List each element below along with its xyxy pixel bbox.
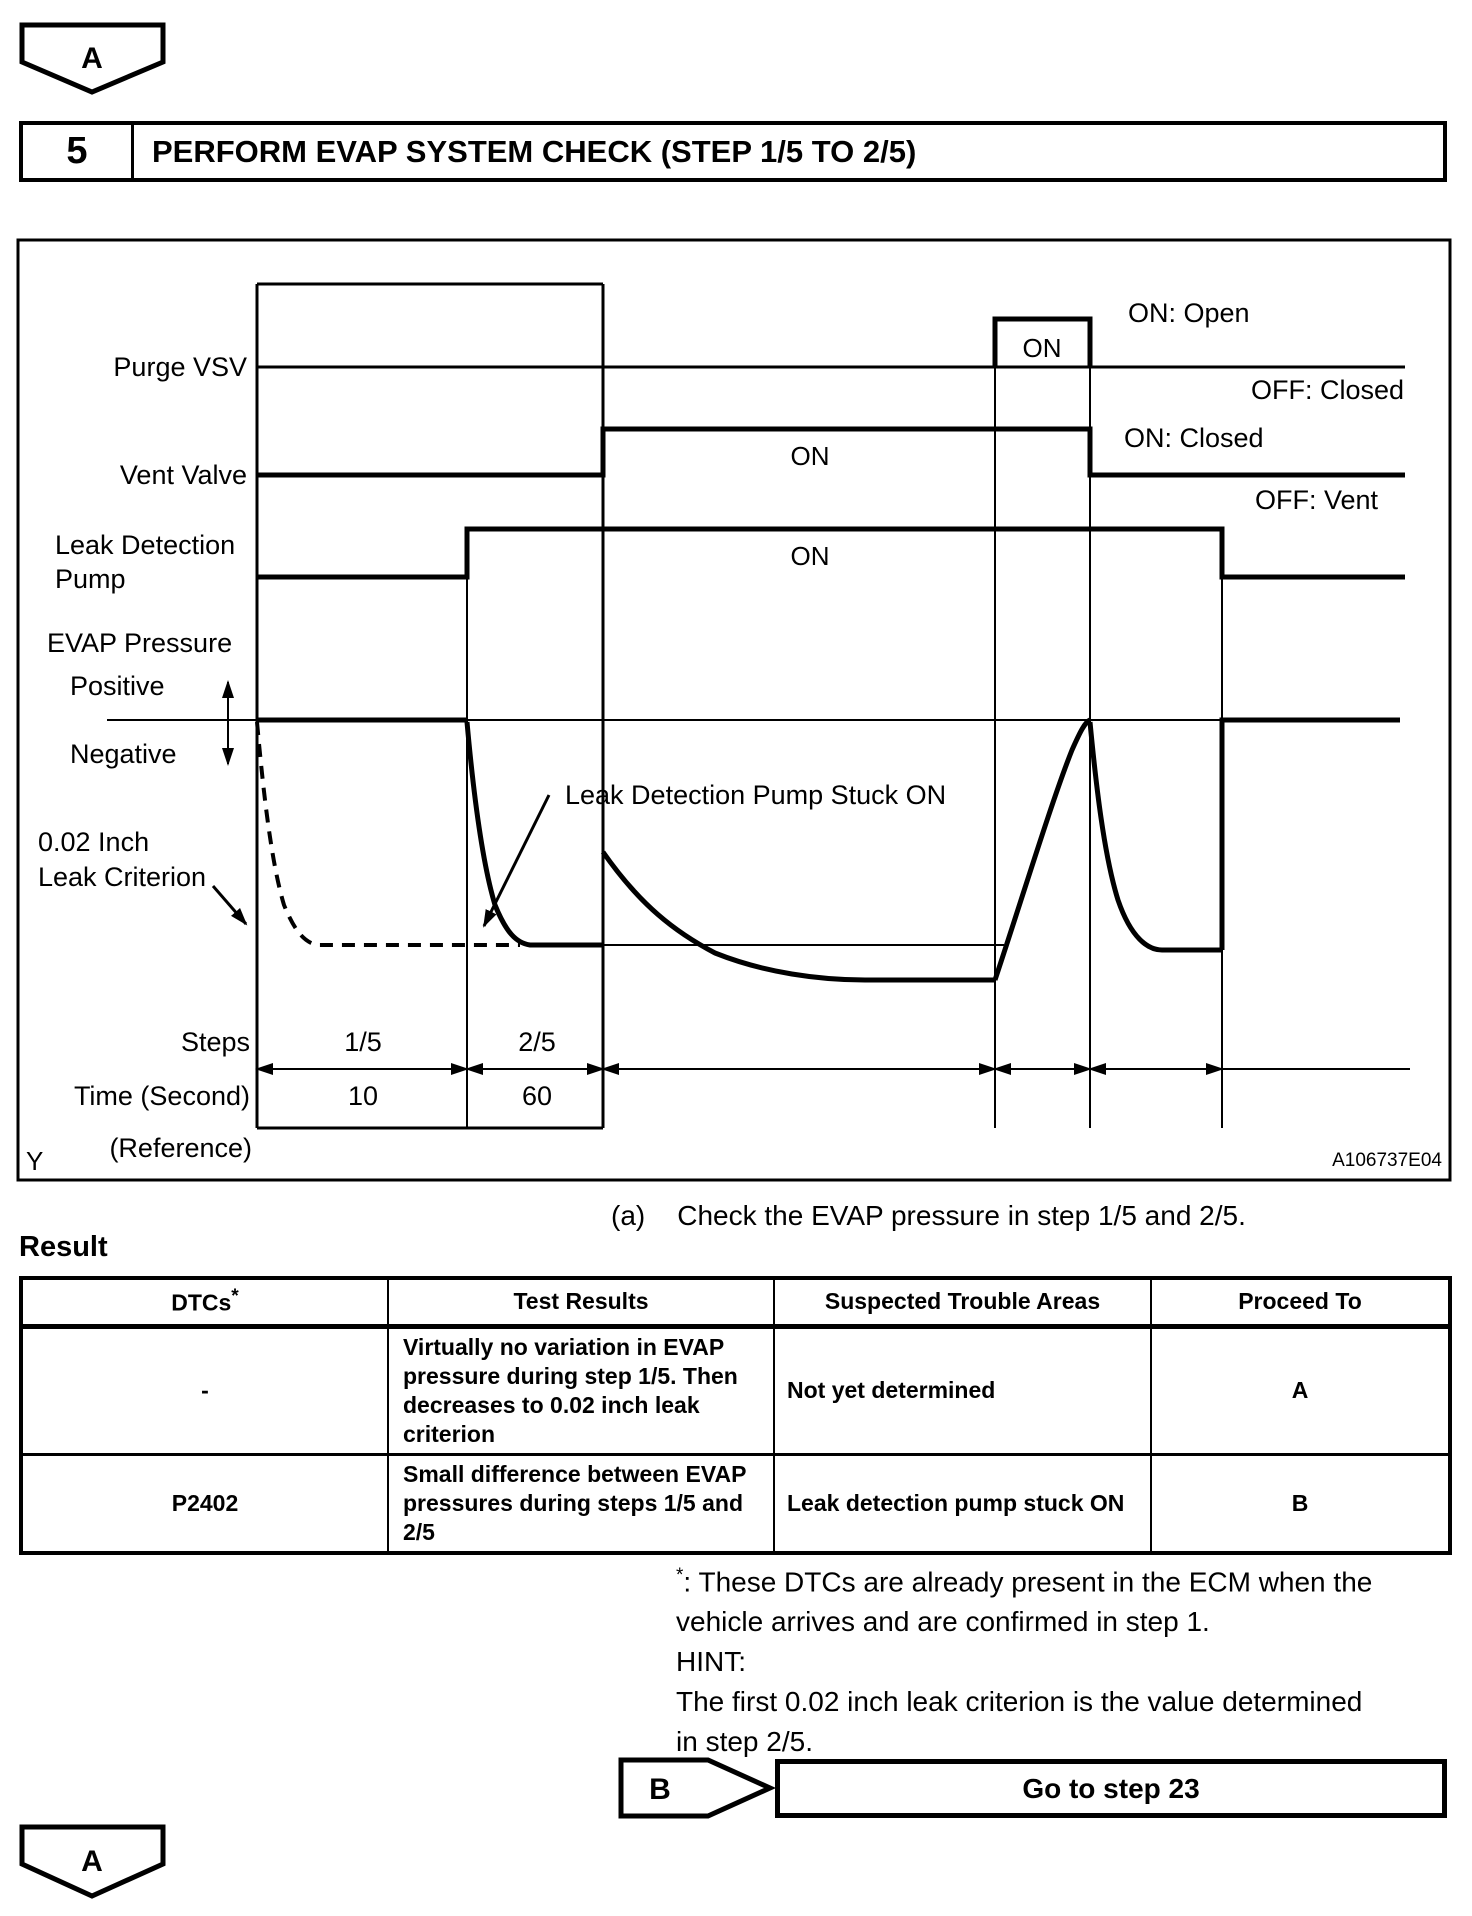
hint-line1: The first 0.02 inch leak criterion is the value determined [676, 1686, 1363, 1718]
negative-label: Negative [70, 739, 177, 769]
notes-block [676, 1556, 1372, 1762]
time-label: Time (Second) [73, 1081, 250, 1111]
result-table-header-row [21, 1278, 1450, 1326]
figure-id: A106737E04 [1332, 1150, 1442, 1171]
step-title: PERFORM EVAP SYSTEM CHECK (STEP 1/5 TO 2/5) [152, 133, 917, 169]
vent-on-meaning-label: ON: Closed [1124, 423, 1264, 453]
footnote-line1-text: : These DTCs are already present in the ECM when the [683, 1566, 1373, 1598]
connector-top-a-label: A [81, 42, 103, 75]
steps-label: Steps [180, 1027, 250, 1057]
col-header-test-results: Test Results [388, 1278, 774, 1326]
purge-pulse-on-label: ON [1022, 333, 1062, 363]
stuck-on-pointer-arrow [484, 795, 549, 926]
row2-suspected: Leak detection pump stuck ON [774, 1454, 1151, 1553]
leak-pump-trace [257, 529, 1405, 577]
step-header [19, 121, 1447, 182]
stuck-on-annotation: Leak Detection Pump Stuck ON [565, 780, 947, 810]
step1-value: 1/5 [344, 1027, 382, 1057]
col-header-suspected: Suspected Trouble Areas [774, 1278, 1151, 1326]
connector-bottom-a-label: A [81, 1845, 103, 1878]
row2-dtc: P2402 [21, 1454, 388, 1553]
col-header-proceed: Proceed To [1151, 1278, 1450, 1326]
leak-pump-label-line2: Pump [55, 564, 126, 594]
criterion-label-line1: 0.02 Inch [38, 827, 150, 857]
time1-value: 10 [347, 1081, 379, 1111]
row2-test-results: Small difference between EVAP pressures during steps 1/5 and 2/5 [388, 1454, 774, 1553]
evap-pressure-label: EVAP Pressure [47, 628, 233, 658]
purge-on-meaning-label: ON: Open [1128, 298, 1250, 328]
connector-top-a [22, 25, 163, 92]
hint-line2: in step 2/5. [676, 1726, 813, 1758]
section-boundaries [257, 284, 1222, 1128]
row2-proceed: B [1151, 1454, 1450, 1553]
goto-step-box: Go to step 23 [775, 1759, 1447, 1818]
table-row [21, 1326, 1450, 1454]
col-header-dtcs-text: DTCs [171, 1290, 232, 1317]
caption-text: Check the EVAP pressure in step 1/5 and 2/5. [677, 1200, 1246, 1231]
result-table [19, 1276, 1452, 1555]
pressure-trace [257, 720, 1400, 980]
caption-index: (a) [611, 1200, 646, 1231]
row1-dtc: - [21, 1326, 388, 1454]
purge-vsv-label: Purge VSV [113, 352, 247, 382]
time-reference-label: (Reference) [109, 1133, 252, 1163]
footnote-line1 [676, 1556, 1372, 1602]
vent-valve-label: Vent Valve [119, 460, 247, 490]
step2-value: 2/5 [518, 1027, 556, 1057]
table-row [21, 1454, 1450, 1553]
caption [611, 1200, 1246, 1232]
time2-value: 60 [521, 1081, 553, 1111]
criterion-pointer-arrow [213, 886, 246, 924]
purge-off-meaning-label: OFF: Closed [1250, 375, 1404, 405]
col-header-dtcs [21, 1278, 388, 1326]
pump-on-label: ON [790, 541, 830, 571]
connector-b [621, 1760, 770, 1816]
corner-mark: Y [26, 1146, 44, 1176]
row1-test-results: Virtually no variation in EVAP pressure during step 1/5. Then decreases to 0.02 inch leak criterion [388, 1326, 774, 1454]
connector-b-label: B [649, 1773, 671, 1806]
row1-proceed: A [1151, 1326, 1450, 1454]
footnote-star: * [676, 1565, 684, 1586]
vent-off-meaning-label: OFF: Vent [1254, 485, 1378, 515]
result-heading: Result [19, 1231, 108, 1263]
footnote-line2: vehicle arrives and are confirmed in step 1. [676, 1606, 1210, 1638]
vent-on-label: ON [790, 441, 830, 471]
row1-suspected: Not yet determined [774, 1326, 1151, 1454]
step-number: 5 [23, 125, 134, 178]
criterion-label-line2: Leak Criterion [38, 862, 207, 892]
col-header-dtcs-star: * [231, 1286, 239, 1308]
hint-label: HINT: [676, 1646, 746, 1678]
connector-bottom-a [22, 1827, 163, 1896]
leak-pump-label-line1: Leak Detection [55, 530, 236, 560]
positive-label: Positive [70, 671, 165, 701]
